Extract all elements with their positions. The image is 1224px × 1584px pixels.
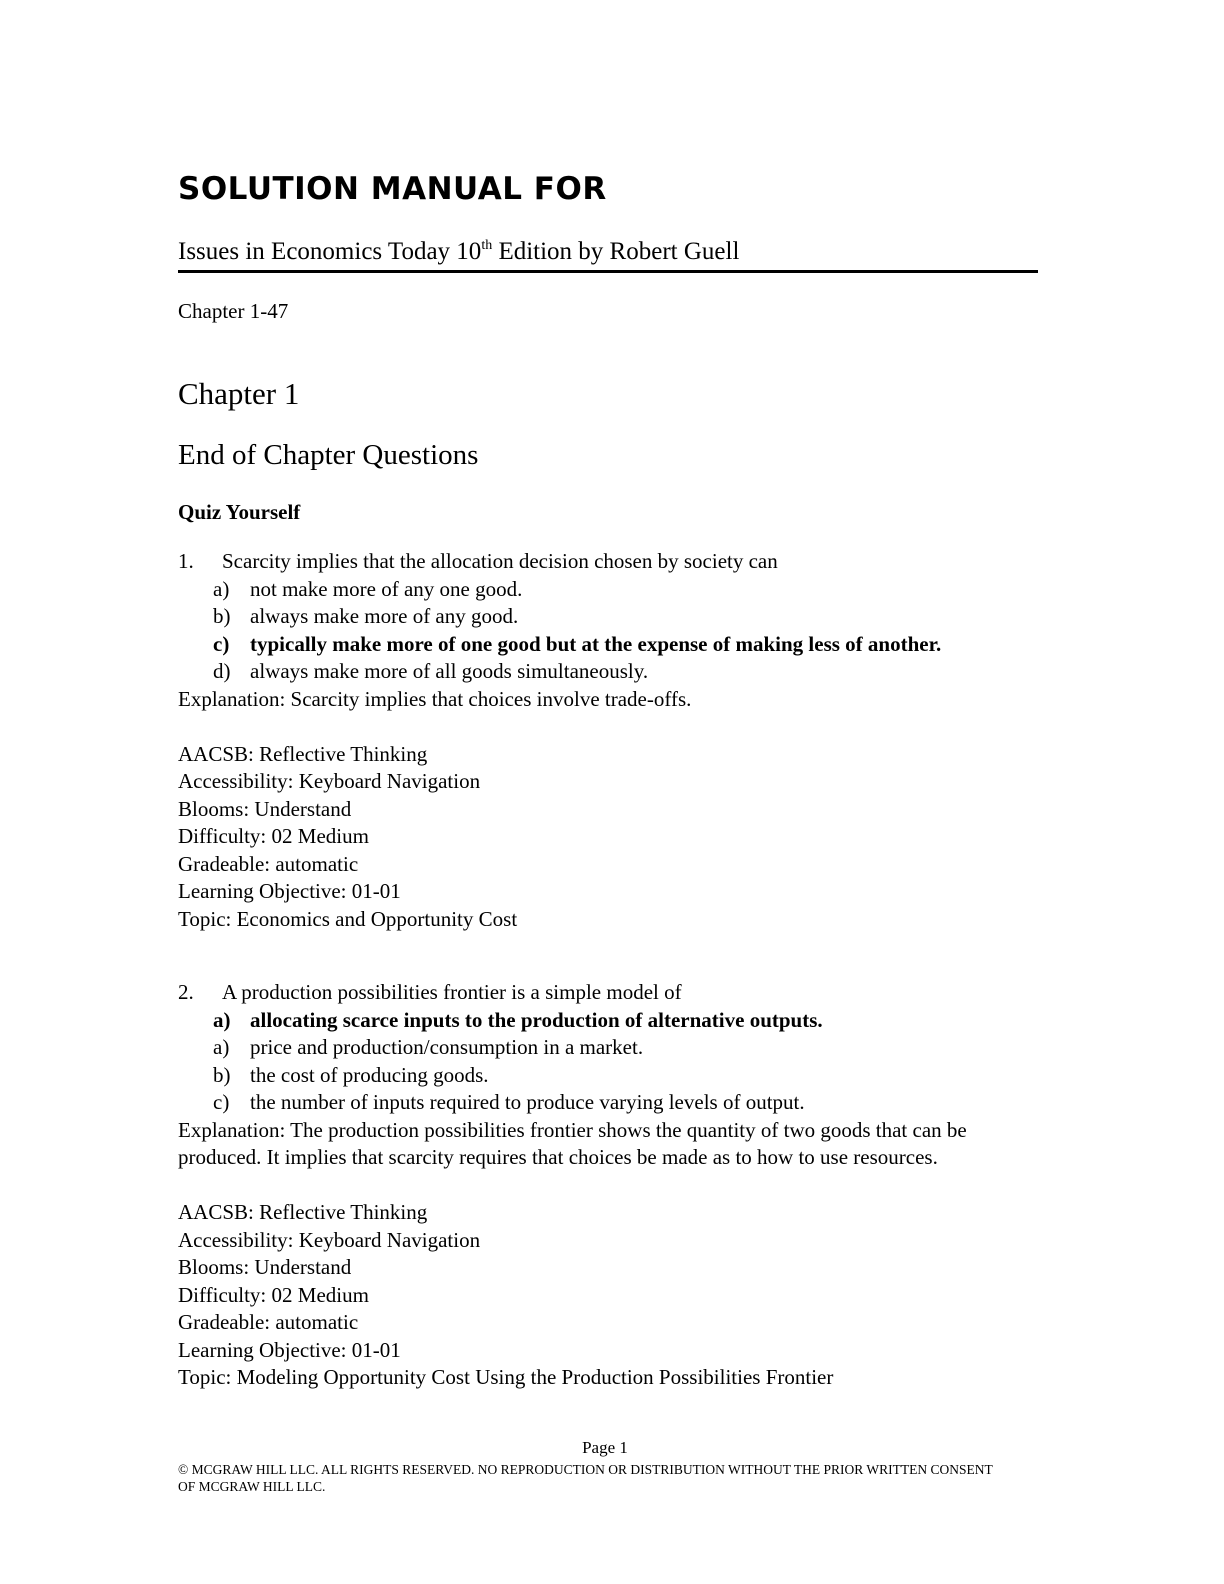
quiz-heading: Quiz Yourself bbox=[178, 500, 301, 524]
answer-option bbox=[178, 658, 1018, 686]
question-stem bbox=[178, 548, 1018, 576]
explanation: Explanation: The production possibilities frontier shows the quantity of two goods that can be produced. It implies that scarcity requires that choices be made as to how to use resources. bbox=[178, 1117, 967, 1169]
question-stem bbox=[178, 979, 1018, 1007]
metadata-line: Learning Objective: 01-01 bbox=[178, 879, 401, 903]
metadata-list bbox=[178, 741, 1018, 934]
answer-option bbox=[178, 603, 1018, 631]
metadata-line: Gradeable: automatic bbox=[178, 851, 359, 876]
metadata-line: Difficulty: 02 Medium bbox=[178, 1282, 369, 1307]
copyright-notice: © MCGRAW HILL LLC. ALL RIGHTS RESERVED. NO REPRODUCTION OR DISTRIBUTION WITHOUT THE PRIOR WRITTEN CONSENT OF MCGRAW HILL LLC. bbox=[178, 1462, 993, 1494]
metadata-line: Learning Objective: 01-01 bbox=[178, 1337, 401, 1362]
option-letter: d) bbox=[213, 659, 231, 683]
option-letter: a) bbox=[213, 1035, 230, 1059]
question-block bbox=[178, 979, 1018, 1392]
answer-option bbox=[178, 1034, 1018, 1062]
option-text: not make more of any one good. bbox=[250, 576, 523, 601]
option-text: always make more of all goods simultaneously. bbox=[250, 659, 649, 683]
option-text: allocating scarce inputs to the production of alternative outputs. bbox=[250, 1007, 823, 1032]
correct-answer-option bbox=[178, 631, 1018, 659]
answer-option bbox=[178, 1062, 1018, 1090]
option-text: the number of inputs required to produce varying levels of output. bbox=[250, 1090, 805, 1114]
metadata-list bbox=[178, 1199, 1018, 1392]
document-title: SOLUTION MANUAL FOR bbox=[178, 171, 607, 207]
metadata-line: Accessibility: Keyboard Navigation bbox=[178, 1227, 481, 1252]
section-heading: End of Chapter Questions bbox=[178, 439, 479, 471]
option-letter: a) bbox=[213, 1007, 231, 1032]
chapter-heading: Chapter 1 bbox=[178, 376, 300, 411]
question-text: A production possibilities frontier is a simple model of bbox=[222, 980, 682, 1004]
subtitle-text-end: Edition by Robert Guell bbox=[492, 238, 740, 265]
metadata-line: AACSB: Reflective Thinking bbox=[178, 1200, 428, 1224]
metadata-line: Topic: Economics and Opportunity Cost bbox=[178, 906, 518, 931]
question-number: 2. bbox=[178, 980, 194, 1004]
subtitle-superscript: th bbox=[481, 238, 493, 253]
page-number: Page 1 bbox=[582, 1438, 628, 1457]
answer-option bbox=[178, 576, 1018, 604]
subtitle-text: Issues in Economics Today 10 bbox=[178, 238, 482, 265]
question-block bbox=[178, 548, 1018, 933]
option-letter: b) bbox=[213, 1062, 231, 1087]
chapter-range: Chapter 1-47 bbox=[178, 299, 289, 323]
metadata-line: Accessibility: Keyboard Navigation bbox=[178, 769, 481, 793]
option-letter: c) bbox=[213, 1090, 230, 1114]
metadata-line: Difficulty: 02 Medium bbox=[178, 824, 369, 848]
option-text: typically make more of one good but at the expense of making less of another. bbox=[250, 631, 942, 656]
metadata-line: Gradeable: automatic bbox=[178, 1310, 359, 1334]
option-letter: b) bbox=[213, 604, 231, 628]
explanation: Explanation: Scarcity implies that choices involve trade-offs. bbox=[178, 686, 692, 711]
question-number: 1. bbox=[178, 549, 194, 573]
option-text: always make more of any good. bbox=[250, 604, 519, 628]
question-text: Scarcity implies that the allocation decision chosen by society can bbox=[222, 549, 778, 573]
book-subtitle bbox=[178, 236, 1038, 273]
metadata-line: Blooms: Understand bbox=[178, 796, 352, 821]
metadata-line: Blooms: Understand bbox=[178, 1255, 352, 1279]
option-letter: a) bbox=[213, 576, 230, 601]
metadata-line: AACSB: Reflective Thinking bbox=[178, 741, 428, 766]
metadata-line: Topic: Modeling Opportunity Cost Using the Production Possibilities Frontier bbox=[178, 1365, 834, 1389]
answer-option bbox=[178, 1089, 1018, 1117]
option-text: the cost of producing goods. bbox=[250, 1062, 489, 1087]
correct-answer-option bbox=[178, 1007, 1018, 1035]
option-letter: c) bbox=[213, 631, 230, 656]
option-text: price and production/consumption in a market. bbox=[250, 1035, 644, 1059]
